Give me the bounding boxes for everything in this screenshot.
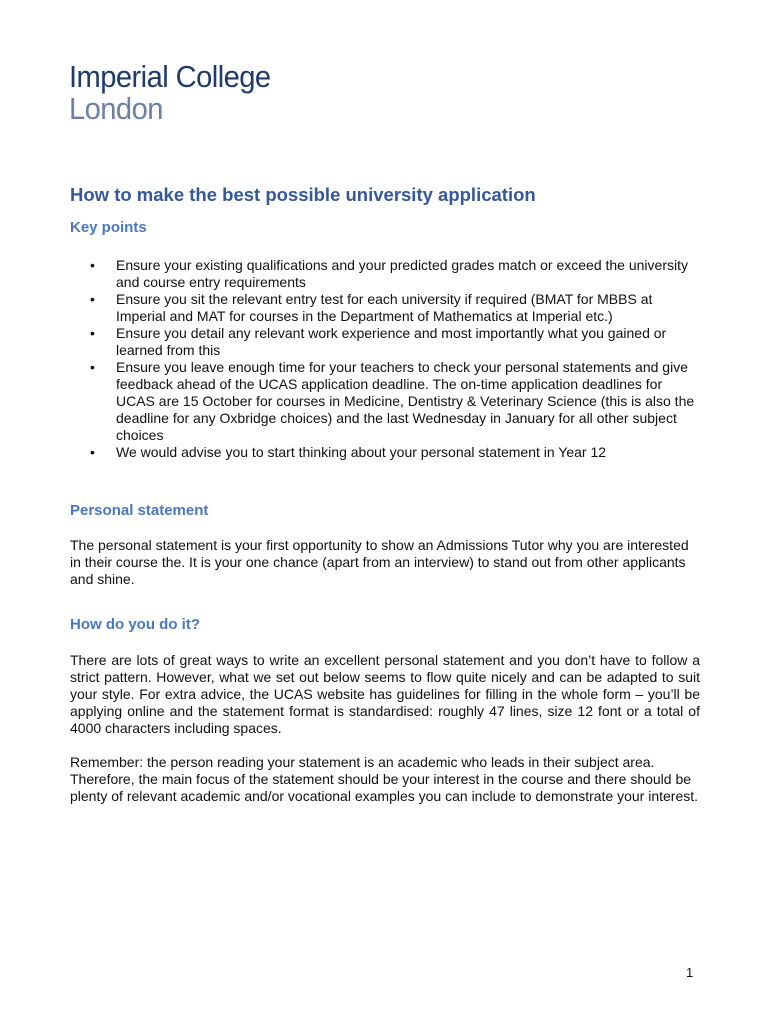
list-item-text: Ensure your existing qualifications and your predicted grades match or exceed the university and course entry requirements bbox=[116, 257, 688, 290]
bullet-icon: • bbox=[90, 257, 95, 273]
page-number: 1 bbox=[686, 965, 694, 980]
list-item bbox=[70, 291, 700, 325]
bullet-icon: • bbox=[90, 444, 95, 460]
document-content bbox=[70, 182, 700, 805]
list-item bbox=[70, 257, 700, 291]
key-points-heading: Key points bbox=[70, 219, 147, 236]
how-to-paragraph-2: Remember: the person reading your statement is an academic who leads in their subject area. Therefore, the main focus of the statement should be your interest in the course and there should be plenty of relevant academic and/or vocational examples you can include to demonstrate your interest. bbox=[70, 754, 699, 804]
how-to-heading: How do you do it? bbox=[70, 616, 200, 633]
bullet-icon: • bbox=[90, 359, 95, 375]
personal-statement-paragraph: The personal statement is your first opportunity to show an Admissions Tutor why you are interested in their course the. It is your one chance (apart from an interview) to stand out from other applicants and shine. bbox=[70, 537, 689, 587]
logo-line-1: Imperial College bbox=[69, 59, 271, 94]
list-item bbox=[70, 359, 700, 444]
how-to-paragraph-1: There are lots of great ways to write an excellent personal statement and you don’t have to follow a strict pattern. However, what we set out below seems to flow quite nicely and can be adapted to suit your style. For extra advice, the UCAS website has guidelines for filling in the whole form – you’ll be applying online and the statement format is standardised: roughly 47 lines, size 12 font or a total of 4000 characters including spaces. bbox=[70, 652, 700, 736]
list-item-text: Ensure you sit the relevant entry test for each university if required (BMAT for MBBS at Imperial and MAT for courses in the Department of Mathematics at Imperial etc.) bbox=[116, 291, 653, 324]
personal-statement-heading: Personal statement bbox=[70, 502, 209, 519]
list-item bbox=[70, 444, 700, 461]
list-item-text: We would advise you to start thinking about your personal statement in Year 12 bbox=[116, 444, 607, 460]
list-item-text: Ensure you detail any relevant work experience and most importantly what you gained or learned from this bbox=[116, 325, 667, 358]
list-item bbox=[70, 325, 700, 359]
key-points-list bbox=[70, 257, 700, 461]
logo-line-2: London bbox=[69, 91, 163, 126]
imperial-college-logo bbox=[69, 60, 283, 124]
bullet-icon: • bbox=[90, 291, 95, 307]
list-item-text: Ensure you leave enough time for your teachers to check your personal statements and give feedback ahead of the UCAS application deadline. The on-time application deadlines for UCAS are 15 October for courses in Medicine, Dentistry & Veterinary Science (this is also the deadline for any Oxbridge choices) and the last Wednesday in January for all other subject choices bbox=[116, 359, 695, 443]
page-title: How to make the best possible university application bbox=[70, 184, 536, 205]
bullet-icon: • bbox=[90, 325, 95, 341]
